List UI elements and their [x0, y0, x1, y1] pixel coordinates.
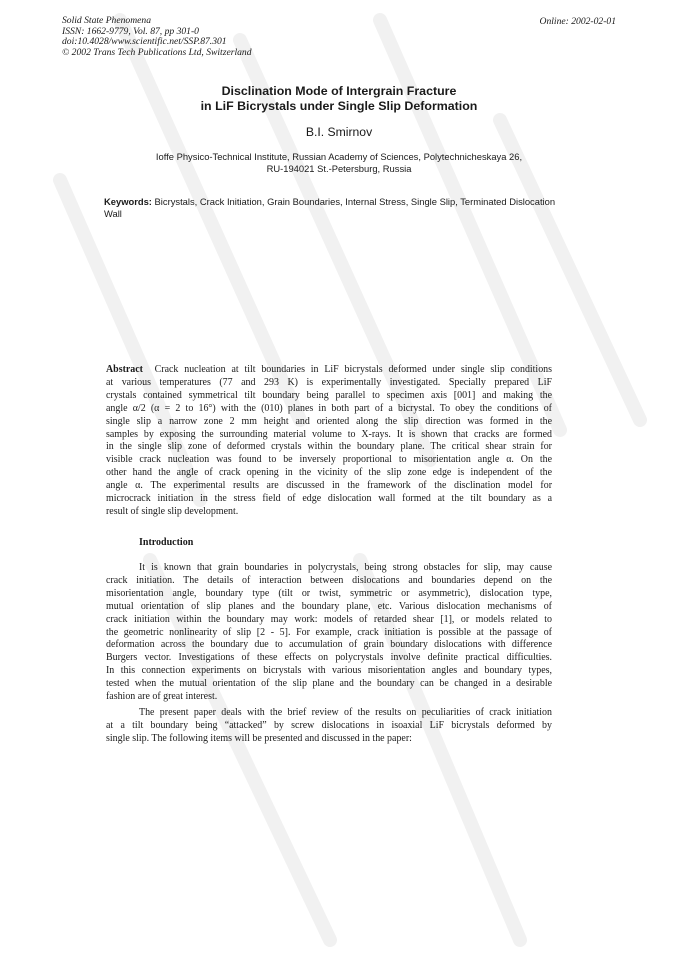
paragraph-line: Burgers vector. Investigations of these effects on polycrystals involve definite practical difficulties. [106, 652, 552, 664]
author-name: B.I. Smirnov [305, 125, 373, 139]
introduction-paragraph-1 [106, 562, 552, 704]
abstract-line: single slip a narrow zone 2 mm height and oriented along the slip direction was formed in the [106, 415, 552, 427]
journal-name: Solid State Phenomena [62, 15, 151, 26]
abstract-line: samples by exposing the surrounding material volume to X-rays. It is shown that cracks are formed [106, 428, 552, 440]
abstract-line: angle α/2 (α = 2 to 16°) with the (010) planes in both part of a bicrystal. To obey the conditions of [106, 402, 552, 414]
abstract-line: in the single slip zone of deformed crystals within the boundary plane. The critical shear strain for [106, 441, 552, 453]
paper-title [0, 84, 678, 113]
introduction-paragraph-2 [106, 707, 552, 746]
issn-line: ISSN: 1662-9779, Vol. 87, pp 301-0 [62, 25, 199, 37]
paragraph-line: tested when the mutual orientation of the slip plane and the boundary can be changed in a desirable [106, 678, 552, 690]
abstract-line: other hand the angle of crack opening in the vicinity of the slip zone edge is independent of the [106, 467, 552, 479]
title-line-1: Disclination Mode of Intergrain Fracture [221, 84, 457, 98]
affiliation-line-1: Ioffe Physico-Technical Institute, Russian Academy of Sciences, Polytechnicheskaya 26, [155, 151, 523, 162]
paragraph-line: crack initiation within the boundary may work: models of retarded shear [1], or models related to [106, 613, 552, 625]
paragraph-line: deformation across the boundary due to accumulation of grain boundary dislocations with difference [106, 639, 552, 651]
affiliation [0, 151, 678, 174]
doi-link[interactable]: doi:10.4028/www.scientific.net/SSP.87.301 [62, 36, 227, 48]
abstract-block [106, 364, 552, 519]
paragraph-line: The present paper deals with the brief review of the results on peculiarities of crack initiation [139, 707, 552, 718]
paragraph-line: single slip. The following items will be presented and discussed in the paper: [106, 732, 412, 744]
paragraph-line: mutual orientation of slip planes and the boundary plane, etc. Various dislocation mechanisms of [106, 600, 552, 612]
abstract-label: Abstract [106, 364, 143, 375]
paragraph-line: at a tilt boundary being “attacked” by screw dislocations in isoaxial LiF bicrystals deformed by [106, 719, 552, 731]
section-heading-introduction: Introduction [139, 537, 194, 548]
abstract-line: crystals contained symmetrical tilt boundary being parallel to specimen axis [001] and making the [106, 389, 552, 401]
online-date: Online: 2002-02-01 [539, 16, 616, 27]
paragraph-line: In this connection experiments on bicrystals with various misorientation angles and boundary types, [106, 665, 552, 677]
abstract-line: visible crack nucleation was found to be inversely proportional to misorientation angle α. On the [106, 454, 552, 466]
abstract-line: microcrack initiation in the stress field of edge dislocation wall formed at the tilt boundary as a [106, 493, 552, 505]
paragraph-line: misorientation angle, boundary type (tilt or twist, symmetric or asymmetric), dislocation type, [106, 587, 552, 599]
paragraph-line: It is known that grain boundaries in polycrystals, being strong obstacles for slip, may cause [139, 562, 552, 573]
affiliation-line-2: RU-194021 St.-Petersburg, Russia [266, 162, 412, 174]
abstract-line: Abstract Crack nucleation at tilt boundaries in LiF bicrystals deformed under single slip conditions [106, 364, 552, 375]
abstract-line: angle α. The experimental results are discussed in the framework of the disclination model for [106, 480, 552, 492]
keywords-block [104, 196, 564, 219]
copyright-line: © 2002 Trans Tech Publications Ltd, Switzerland [62, 46, 252, 58]
paragraph-line: crack initiation. The details of interaction between dislocations and boundaries depend on the [106, 574, 552, 586]
abstract-line: at various temperatures (77 and 293 K) is experimentally investigated. Specially prepared LiF [106, 376, 552, 388]
keywords-label: Keywords: [104, 196, 152, 207]
paragraph-line: fashion are of great interest. [106, 691, 218, 703]
keywords-text: Bicrystals, Crack Initiation, Grain Boundaries, Internal Stress, Single Slip, Terminated Dislocation Wall [104, 196, 556, 219]
abstract-line: result of single slip development. [106, 505, 239, 517]
title-line-2: in LiF Bicrystals under Single Slip Deformation [200, 98, 478, 113]
journal-header [62, 16, 252, 58]
paragraph-line: the geometric nonlinearity of slip [2 - 5]. For example, crack initiation is possible at the passage of [106, 626, 552, 638]
